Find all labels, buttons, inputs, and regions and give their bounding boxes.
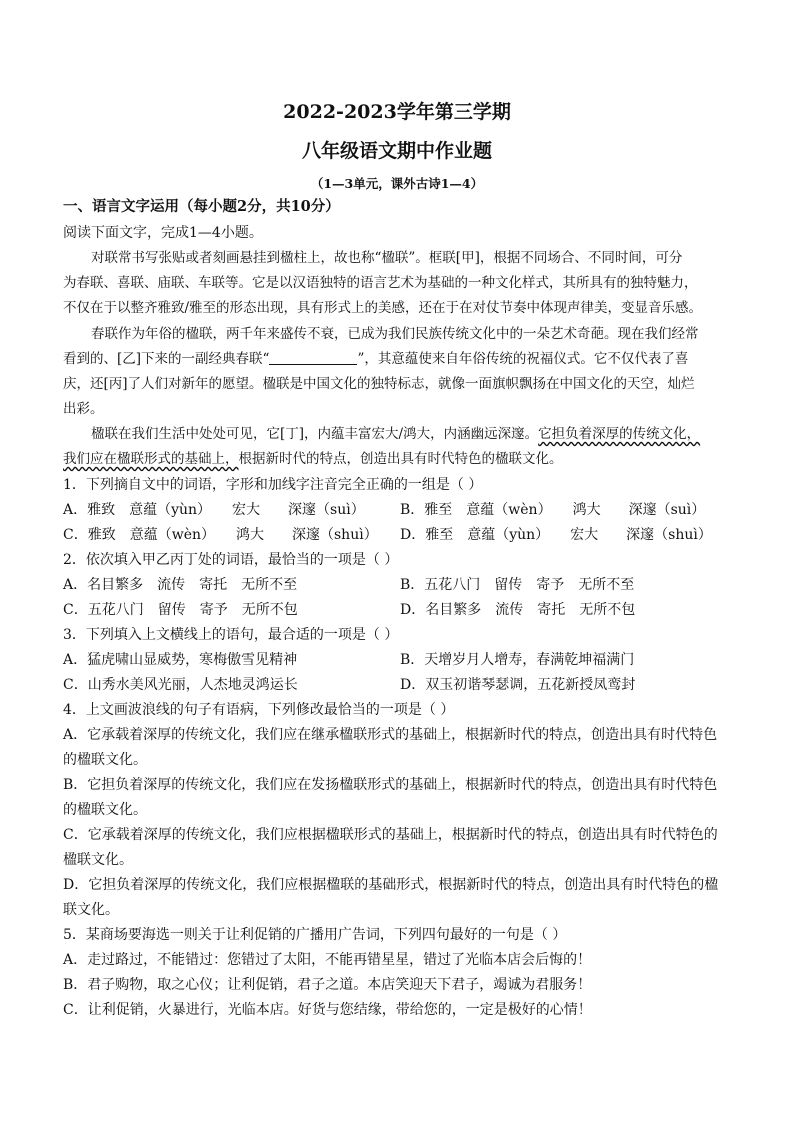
question-2-option-b[interactable]: B．五花八门 留传 寄予 无所不至 <box>400 577 635 593</box>
question-4-option-b[interactable]: B．它担负着深厚的传统文化，我们应在发扬楹联形式的基础上，根据新时代的特点，创造出具有时代特色 <box>63 777 718 793</box>
question-1-option-d[interactable]: D．雅至 意蕴（yùn） 宏大 深邃（shuì） <box>400 527 712 543</box>
passage-text: ”，其意蕴使来自年俗传统的祝福仪式。它不仅代表了喜 <box>357 351 689 367</box>
passage-line: 庆，还[丙]了人们对新年的愿望。楹联是中国文化的独特标志，就像一面旗帜飘扬在中国文化的天空，灿烂 <box>63 376 695 392</box>
question-5-option-a[interactable]: A．走过路过，不能错过：您错过了太阳，不能再错星星，错过了光临本店会后悔的！ <box>63 952 592 968</box>
question-3-option-d[interactable]: D．双玉初谐琴瑟调，五花新授凤鸾封 <box>400 677 636 693</box>
question-4-option-a-cont[interactable]: 的楹联文化。 <box>63 752 147 768</box>
passage-line <box>63 450 563 468</box>
question-3-stem: 3．下列填入上文横线上的语句，最合适的一项是（ ） <box>63 627 399 643</box>
question-1-option-b[interactable]: B．雅至 意蕴（wèn） 鸿大 深邃（suì） <box>400 502 706 518</box>
section-heading: 一、语言文字运用（每小题2分，共10分） <box>63 198 340 215</box>
question-5-option-b[interactable]: B．君子购物，取之心仪；让利促销，君子之道。本店笑迎天下君子，竭诚为君服务！ <box>63 977 592 993</box>
question-4-option-a[interactable]: A．它承载着深厚的传统文化，我们应在继承楹联形式的基础上，根据新时代的特点，创造出具有时代特色 <box>63 727 718 743</box>
wavy-underlined-sentence: 它担负着深厚的传统文化， <box>538 426 701 442</box>
question-2-option-d[interactable]: D．名目繁多 流传 寄托 无所不包 <box>400 602 636 618</box>
question-4-stem: 4．上文画波浪线的句子有语病，下列修改最恰当的一项是（ ） <box>63 702 455 718</box>
passage-line-with-blank <box>63 350 688 368</box>
passage-text: 看到的、[乙]下来的一副经典春联“ <box>63 351 270 367</box>
passage-line: 出彩。 <box>63 401 104 417</box>
passage-line: 不仅在于以整齐雅致/雅至的形态出现，具有形式上的美感，还在于在对仗节奏中体现声律美，变显音乐感。 <box>63 300 703 316</box>
question-1-stem: 1．下列摘自文中的词语，字形和加线字注音完全正确的一组是（ ） <box>63 477 483 493</box>
passage-line: 春联作为年俗的楹联，两千年来盛传不衰，已成为我们民族传统文化中的一朵艺术奇葩。现在我们经常 <box>91 326 699 342</box>
question-2-stem: 2．依次填入甲乙丙丁处的词语，最恰当的一项是（ ） <box>63 552 399 568</box>
question-4-option-c-cont[interactable]: 楹联文化。 <box>63 852 133 868</box>
passage-line <box>91 425 700 443</box>
passage-text: 根据新时代的特点，创造出具有时代特色的楹联文化。 <box>238 451 563 467</box>
passage-text: 楹联在我们生活中处处可见，它[丁]，内蕴丰富宏大/鸿大，内涵幽远深邃。 <box>91 426 539 442</box>
question-5-option-c[interactable]: C．让利促销，火暴进行，光临本店。好货与您结缘，带给您的，一定是极好的心情！ <box>63 1002 592 1018</box>
wavy-underlined-sentence: 我们应在楹联形式的基础上， <box>63 451 239 467</box>
question-2-option-a[interactable]: A．名目繁多 流传 寄托 无所不至 <box>63 577 298 593</box>
question-4-option-d[interactable]: D．它担负着深厚的传统文化，我们应根据楹联的基础形式，根据新时代的特点，创造出具有时代特色的楹 <box>63 877 719 893</box>
question-5-stem: 5．某商场要海选一则关于让利促销的广播用广告词，下列四句最好的一句是（ ） <box>63 927 567 943</box>
question-3-option-a[interactable]: A．猛虎啸山显威势，寒梅傲雪见精神 <box>63 652 298 668</box>
section-instruction: 阅读下面文字，完成1—4小题。 <box>63 225 263 241</box>
exam-subtitle: 八年级语文期中作业题 <box>301 140 492 162</box>
question-4-option-c[interactable]: C．它承载着深厚的传统文化，我们应根据楹联形式的基础上，根据新时代的特点，创造出具有时代特色的 <box>63 827 718 843</box>
question-4-option-d-cont[interactable]: 联文化。 <box>63 902 119 918</box>
fill-blank-line <box>269 351 357 365</box>
question-3-option-b[interactable]: B．天增岁月人增寿，春满乾坤福满门 <box>400 652 635 668</box>
passage-line: 为春联、喜联、庙联、车联等。它是以汉语独特的语言艺术为基础的一种文化样式，其所具有的独特魅力， <box>63 275 698 291</box>
exam-scope: （1—3单元，课外古诗1—4） <box>310 176 484 191</box>
question-3-option-c[interactable]: C．山秀水美风光丽，人杰地灵鸿运长 <box>63 677 298 693</box>
question-1-option-c[interactable]: C．雅致 意蕴（wèn） 鸿大 深邃（shuì） <box>63 527 378 543</box>
question-1-option-a[interactable]: A．雅致 意蕴（yùn） 宏大 深邃（suì） <box>63 502 365 518</box>
question-4-option-b-cont[interactable]: 的楹联文化。 <box>63 802 147 818</box>
exam-title: 2022-2023学年第三学期 <box>283 101 511 123</box>
question-2-option-c[interactable]: C．五花八门 留传 寄予 无所不包 <box>63 602 298 618</box>
passage-line: 对联常书写张贴或者刻画悬挂到楹柱上，故也称“楹联”。框联[甲]，根据不同场合、不同时间，可分 <box>91 250 683 266</box>
